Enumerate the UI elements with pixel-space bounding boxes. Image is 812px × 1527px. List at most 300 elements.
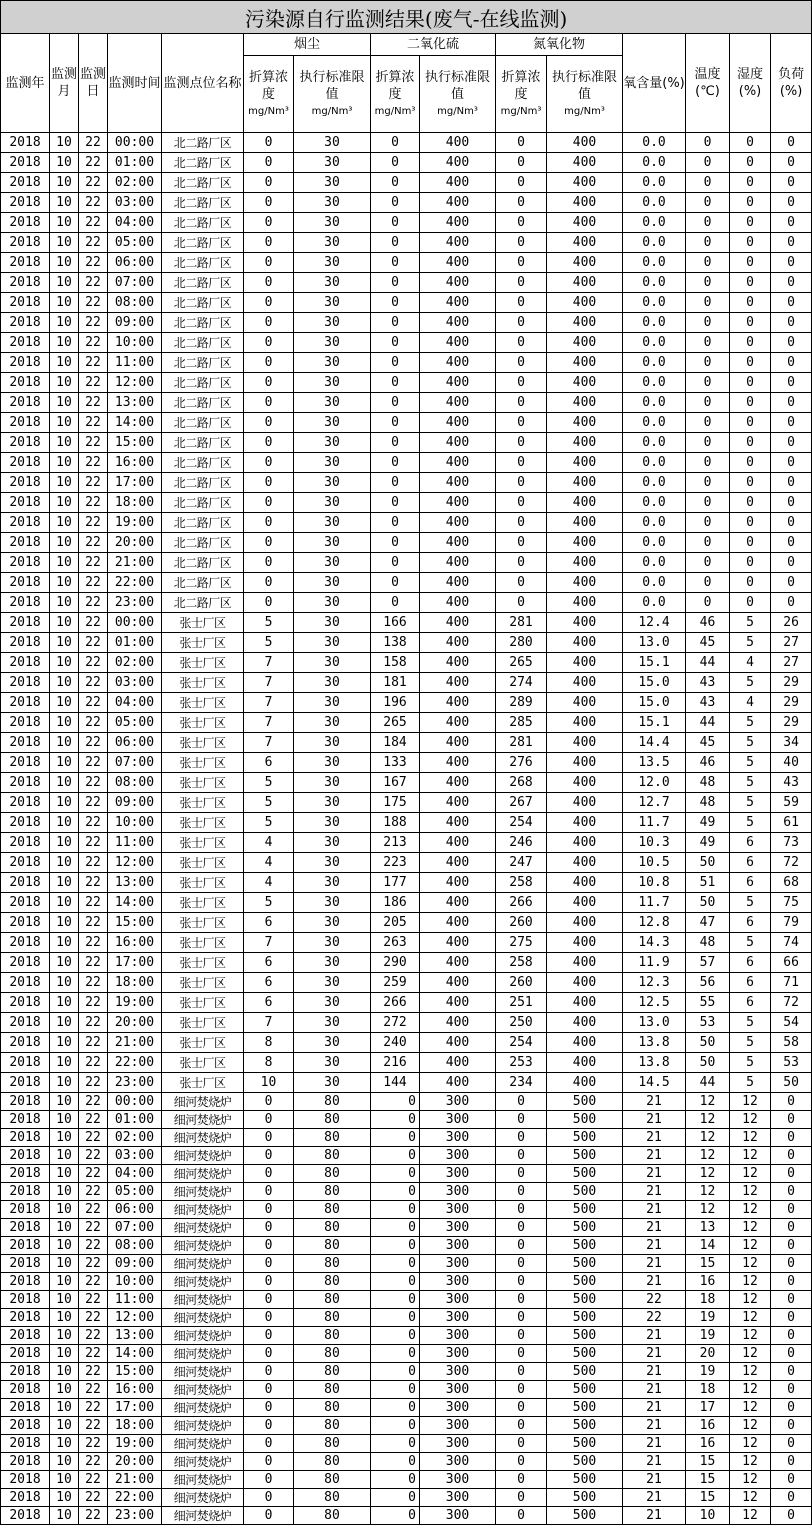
cell-time: 16:00 xyxy=(108,1381,162,1399)
cell-nox-conc: 0 xyxy=(496,1327,547,1345)
cell-month: 10 xyxy=(50,873,79,893)
header-time: 监测时间 xyxy=(108,34,162,133)
cell-load: 0 xyxy=(771,553,812,573)
cell-humidity: 0 xyxy=(730,293,771,313)
table-row xyxy=(1,1309,812,1327)
cell-year: 2018 xyxy=(1,433,50,453)
cell-year: 2018 xyxy=(1,1363,50,1381)
cell-year: 2018 xyxy=(1,213,50,233)
cell-dust-limit: 30 xyxy=(294,313,371,333)
cell-so2-limit: 300 xyxy=(420,1327,496,1345)
cell-day: 22 xyxy=(79,613,108,633)
cell-dust-conc: 8 xyxy=(244,1053,294,1073)
cell-so2-limit: 300 xyxy=(420,1183,496,1201)
cell-so2-limit: 400 xyxy=(420,313,496,333)
cell-humidity: 6 xyxy=(730,833,771,853)
unit-label: mg/Nm³ xyxy=(500,105,542,117)
cell-so2-conc: 0 xyxy=(371,193,420,213)
cell-year: 2018 xyxy=(1,353,50,373)
cell-year: 2018 xyxy=(1,653,50,673)
cell-dust-limit: 30 xyxy=(294,613,371,633)
cell-time: 03:00 xyxy=(108,1147,162,1165)
cell-location: 张士厂区 xyxy=(162,733,244,753)
cell-humidity: 5 xyxy=(730,933,771,953)
table-row xyxy=(1,393,812,413)
cell-day: 22 xyxy=(79,313,108,333)
cell-oxygen: 0.0 xyxy=(623,593,686,613)
unit-label: mg/Nm³ xyxy=(564,105,605,117)
cell-so2-conc: 138 xyxy=(371,633,420,653)
cell-nox-conc: 260 xyxy=(496,973,547,993)
cell-oxygen: 11.7 xyxy=(623,813,686,833)
cell-month: 10 xyxy=(50,1033,79,1053)
cell-month: 10 xyxy=(50,933,79,953)
cell-month: 10 xyxy=(50,313,79,333)
table-row xyxy=(1,813,812,833)
cell-year: 2018 xyxy=(1,193,50,213)
cell-time: 16:00 xyxy=(108,453,162,473)
cell-so2-limit: 300 xyxy=(420,1417,496,1435)
cell-dust-limit: 30 xyxy=(294,473,371,493)
cell-nox-conc: 0 xyxy=(496,493,547,513)
cell-so2-conc: 0 xyxy=(371,513,420,533)
cell-oxygen: 21 xyxy=(623,1471,686,1489)
cell-so2-limit: 400 xyxy=(420,793,496,813)
cell-temp: 12 xyxy=(686,1165,730,1183)
cell-so2-limit: 400 xyxy=(420,273,496,293)
cell-temp: 0 xyxy=(686,553,730,573)
cell-dust-limit: 30 xyxy=(294,873,371,893)
cell-nox-limit: 400 xyxy=(547,513,623,533)
table-row xyxy=(1,1363,812,1381)
cell-temp: 46 xyxy=(686,613,730,633)
cell-month: 10 xyxy=(50,133,79,153)
cell-so2-conc: 0 xyxy=(371,1309,420,1327)
cell-dust-conc: 0 xyxy=(244,1237,294,1255)
cell-humidity: 12 xyxy=(730,1165,771,1183)
cell-load: 73 xyxy=(771,833,812,853)
cell-load: 59 xyxy=(771,793,812,813)
header-humidity: 湿度(%) xyxy=(730,34,771,133)
cell-nox-limit: 400 xyxy=(547,853,623,873)
cell-so2-conc: 0 xyxy=(371,173,420,193)
cell-temp: 0 xyxy=(686,513,730,533)
cell-humidity: 6 xyxy=(730,973,771,993)
header-nox-limit xyxy=(547,56,623,133)
cell-dust-limit: 80 xyxy=(294,1291,371,1309)
cell-month: 10 xyxy=(50,1309,79,1327)
cell-day: 22 xyxy=(79,153,108,173)
cell-dust-limit: 30 xyxy=(294,833,371,853)
cell-so2-conc: 0 xyxy=(371,333,420,353)
cell-nox-limit: 400 xyxy=(547,973,623,993)
cell-nox-limit: 400 xyxy=(547,753,623,773)
cell-nox-limit: 400 xyxy=(547,333,623,353)
cell-location: 细河焚烧炉 xyxy=(162,1471,244,1489)
cell-so2-conc: 0 xyxy=(371,373,420,393)
cell-time: 03:00 xyxy=(108,193,162,213)
cell-time: 18:00 xyxy=(108,973,162,993)
cell-humidity: 5 xyxy=(730,1013,771,1033)
cell-so2-limit: 400 xyxy=(420,233,496,253)
cell-time: 23:00 xyxy=(108,1073,162,1093)
cell-location: 北二路厂区 xyxy=(162,233,244,253)
cell-load: 0 xyxy=(771,233,812,253)
cell-humidity: 5 xyxy=(730,633,771,653)
cell-day: 22 xyxy=(79,833,108,853)
cell-temp: 10 xyxy=(686,1507,730,1525)
cell-temp: 0 xyxy=(686,313,730,333)
cell-month: 10 xyxy=(50,153,79,173)
cell-dust-conc: 7 xyxy=(244,693,294,713)
cell-day: 22 xyxy=(79,293,108,313)
cell-dust-conc: 0 xyxy=(244,313,294,333)
cell-so2-conc: 167 xyxy=(371,773,420,793)
cell-dust-limit: 30 xyxy=(294,793,371,813)
cell-oxygen: 0.0 xyxy=(623,153,686,173)
cell-so2-limit: 400 xyxy=(420,913,496,933)
cell-location: 张士厂区 xyxy=(162,1033,244,1053)
header-so2: 二氧化硫 xyxy=(371,34,496,56)
cell-so2-conc: 0 xyxy=(371,1165,420,1183)
cell-load: 0 xyxy=(771,573,812,593)
cell-oxygen: 0.0 xyxy=(623,433,686,453)
table-body xyxy=(1,133,812,1525)
cell-nox-conc: 0 xyxy=(496,1489,547,1507)
cell-day: 22 xyxy=(79,1327,108,1345)
cell-dust-limit: 30 xyxy=(294,593,371,613)
cell-so2-limit: 400 xyxy=(420,753,496,773)
cell-temp: 0 xyxy=(686,353,730,373)
cell-load: 0 xyxy=(771,1237,812,1255)
cell-year: 2018 xyxy=(1,293,50,313)
cell-location: 细河焚烧炉 xyxy=(162,1489,244,1507)
cell-nox-limit: 500 xyxy=(547,1435,623,1453)
cell-nox-conc: 258 xyxy=(496,953,547,973)
cell-so2-conc: 265 xyxy=(371,713,420,733)
cell-time: 00:00 xyxy=(108,133,162,153)
cell-year: 2018 xyxy=(1,913,50,933)
header-dust-limit xyxy=(294,56,371,133)
cell-so2-conc: 0 xyxy=(371,1507,420,1525)
cell-location: 张士厂区 xyxy=(162,993,244,1013)
cell-load: 0 xyxy=(771,473,812,493)
table-row xyxy=(1,513,812,533)
cell-nox-limit: 500 xyxy=(547,1273,623,1291)
cell-time: 20:00 xyxy=(108,1013,162,1033)
limit-label: 执行标准限值 xyxy=(551,69,617,102)
cell-nox-conc: 234 xyxy=(496,1073,547,1093)
limit-label: 执行标准限值 xyxy=(299,69,365,102)
cell-nox-limit: 400 xyxy=(547,433,623,453)
table-row xyxy=(1,1053,812,1073)
cell-time: 22:00 xyxy=(108,573,162,593)
cell-oxygen: 15.1 xyxy=(623,713,686,733)
conc-label: 折算浓度 xyxy=(501,69,541,102)
cell-day: 22 xyxy=(79,853,108,873)
cell-month: 10 xyxy=(50,1471,79,1489)
cell-location: 细河焚烧炉 xyxy=(162,1435,244,1453)
cell-so2-conc: 0 xyxy=(371,1381,420,1399)
cell-dust-limit: 80 xyxy=(294,1453,371,1471)
cell-time: 12:00 xyxy=(108,853,162,873)
cell-humidity: 12 xyxy=(730,1309,771,1327)
cell-month: 10 xyxy=(50,1435,79,1453)
cell-month: 10 xyxy=(50,1255,79,1273)
cell-nox-limit: 400 xyxy=(547,393,623,413)
cell-load: 0 xyxy=(771,1093,812,1111)
cell-nox-conc: 0 xyxy=(496,1237,547,1255)
cell-day: 22 xyxy=(79,973,108,993)
cell-humidity: 0 xyxy=(730,493,771,513)
cell-nox-conc: 0 xyxy=(496,1345,547,1363)
cell-so2-limit: 400 xyxy=(420,333,496,353)
cell-load: 0 xyxy=(771,173,812,193)
cell-month: 10 xyxy=(50,593,79,613)
cell-load: 0 xyxy=(771,513,812,533)
cell-time: 06:00 xyxy=(108,253,162,273)
cell-time: 09:00 xyxy=(108,793,162,813)
cell-day: 22 xyxy=(79,1291,108,1309)
table-row xyxy=(1,693,812,713)
cell-so2-conc: 0 xyxy=(371,1489,420,1507)
cell-dust-conc: 7 xyxy=(244,733,294,753)
cell-year: 2018 xyxy=(1,1013,50,1033)
cell-year: 2018 xyxy=(1,1093,50,1111)
table-row xyxy=(1,1219,812,1237)
cell-temp: 0 xyxy=(686,493,730,513)
table-row xyxy=(1,313,812,333)
cell-so2-conc: 175 xyxy=(371,793,420,813)
cell-dust-limit: 30 xyxy=(294,813,371,833)
cell-location: 细河焚烧炉 xyxy=(162,1309,244,1327)
cell-so2-conc: 0 xyxy=(371,1363,420,1381)
cell-humidity: 12 xyxy=(730,1201,771,1219)
cell-month: 10 xyxy=(50,1093,79,1111)
cell-year: 2018 xyxy=(1,273,50,293)
cell-day: 22 xyxy=(79,893,108,913)
cell-oxygen: 0.0 xyxy=(623,213,686,233)
cell-dust-conc: 0 xyxy=(244,1147,294,1165)
cell-location: 张士厂区 xyxy=(162,953,244,973)
cell-dust-limit: 80 xyxy=(294,1309,371,1327)
cell-nox-limit: 400 xyxy=(547,573,623,593)
cell-time: 08:00 xyxy=(108,1237,162,1255)
cell-nox-limit: 500 xyxy=(547,1219,623,1237)
cell-dust-limit: 80 xyxy=(294,1183,371,1201)
cell-nox-limit: 500 xyxy=(547,1147,623,1165)
cell-temp: 0 xyxy=(686,373,730,393)
cell-so2-conc: 240 xyxy=(371,1033,420,1053)
cell-temp: 0 xyxy=(686,393,730,413)
cell-time: 05:00 xyxy=(108,1183,162,1201)
cell-year: 2018 xyxy=(1,1237,50,1255)
cell-dust-limit: 80 xyxy=(294,1147,371,1165)
cell-so2-limit: 400 xyxy=(420,953,496,973)
cell-day: 22 xyxy=(79,133,108,153)
cell-dust-conc: 0 xyxy=(244,1363,294,1381)
cell-day: 22 xyxy=(79,253,108,273)
cell-dust-limit: 30 xyxy=(294,653,371,673)
cell-year: 2018 xyxy=(1,853,50,873)
cell-dust-conc: 0 xyxy=(244,433,294,453)
cell-temp: 49 xyxy=(686,833,730,853)
cell-time: 18:00 xyxy=(108,493,162,513)
cell-month: 10 xyxy=(50,273,79,293)
cell-oxygen: 21 xyxy=(623,1507,686,1525)
cell-dust-conc: 0 xyxy=(244,1471,294,1489)
cell-dust-conc: 0 xyxy=(244,533,294,553)
cell-so2-limit: 400 xyxy=(420,393,496,413)
cell-so2-conc: 0 xyxy=(371,1147,420,1165)
cell-nox-conc: 0 xyxy=(496,533,547,553)
cell-day: 22 xyxy=(79,173,108,193)
cell-so2-conc: 0 xyxy=(371,1129,420,1147)
cell-nox-limit: 400 xyxy=(547,1053,623,1073)
cell-month: 10 xyxy=(50,473,79,493)
cell-oxygen: 21 xyxy=(623,1345,686,1363)
cell-humidity: 0 xyxy=(730,513,771,533)
limit-label: 执行标准限值 xyxy=(424,69,490,102)
cell-dust-conc: 6 xyxy=(244,973,294,993)
cell-temp: 0 xyxy=(686,453,730,473)
cell-location: 张士厂区 xyxy=(162,1073,244,1093)
cell-load: 0 xyxy=(771,1291,812,1309)
cell-time: 17:00 xyxy=(108,1399,162,1417)
cell-temp: 45 xyxy=(686,633,730,653)
cell-so2-limit: 400 xyxy=(420,573,496,593)
cell-year: 2018 xyxy=(1,1165,50,1183)
cell-dust-conc: 0 xyxy=(244,373,294,393)
cell-so2-conc: 0 xyxy=(371,413,420,433)
cell-load: 72 xyxy=(771,993,812,1013)
cell-nox-limit: 500 xyxy=(547,1309,623,1327)
cell-so2-conc: 0 xyxy=(371,393,420,413)
cell-time: 14:00 xyxy=(108,1345,162,1363)
cell-so2-conc: 0 xyxy=(371,1219,420,1237)
cell-oxygen: 0.0 xyxy=(623,133,686,153)
cell-temp: 12 xyxy=(686,1129,730,1147)
cell-nox-conc: 0 xyxy=(496,1147,547,1165)
cell-humidity: 12 xyxy=(730,1273,771,1291)
cell-nox-limit: 400 xyxy=(547,873,623,893)
cell-oxygen: 21 xyxy=(623,1147,686,1165)
cell-year: 2018 xyxy=(1,1273,50,1291)
cell-so2-limit: 400 xyxy=(420,613,496,633)
cell-humidity: 12 xyxy=(730,1435,771,1453)
cell-so2-conc: 0 xyxy=(371,1093,420,1111)
cell-load: 0 xyxy=(771,533,812,553)
table-row xyxy=(1,833,812,853)
cell-so2-limit: 400 xyxy=(420,653,496,673)
header-dust-conc xyxy=(244,56,294,133)
cell-dust-limit: 30 xyxy=(294,713,371,733)
cell-year: 2018 xyxy=(1,473,50,493)
table-row xyxy=(1,653,812,673)
cell-so2-conc: 181 xyxy=(371,673,420,693)
cell-temp: 12 xyxy=(686,1147,730,1165)
cell-dust-limit: 80 xyxy=(294,1399,371,1417)
cell-load: 0 xyxy=(771,253,812,273)
cell-temp: 0 xyxy=(686,173,730,193)
cell-oxygen: 15.0 xyxy=(623,693,686,713)
cell-dust-conc: 5 xyxy=(244,773,294,793)
cell-so2-conc: 263 xyxy=(371,933,420,953)
cell-year: 2018 xyxy=(1,673,50,693)
table-row xyxy=(1,293,812,313)
cell-nox-conc: 260 xyxy=(496,913,547,933)
cell-humidity: 5 xyxy=(730,1073,771,1093)
cell-load: 0 xyxy=(771,1453,812,1471)
cell-nox-limit: 400 xyxy=(547,473,623,493)
cell-humidity: 0 xyxy=(730,453,771,473)
cell-year: 2018 xyxy=(1,133,50,153)
cell-load: 0 xyxy=(771,393,812,413)
cell-temp: 12 xyxy=(686,1111,730,1129)
cell-nox-limit: 500 xyxy=(547,1183,623,1201)
cell-humidity: 6 xyxy=(730,913,771,933)
cell-year: 2018 xyxy=(1,1435,50,1453)
cell-humidity: 12 xyxy=(730,1093,771,1111)
cell-so2-conc: 290 xyxy=(371,953,420,973)
cell-load: 0 xyxy=(771,1471,812,1489)
cell-year: 2018 xyxy=(1,1073,50,1093)
table-row xyxy=(1,1453,812,1471)
cell-year: 2018 xyxy=(1,973,50,993)
cell-so2-limit: 400 xyxy=(420,253,496,273)
cell-humidity: 5 xyxy=(730,753,771,773)
cell-day: 22 xyxy=(79,1507,108,1525)
cell-temp: 0 xyxy=(686,253,730,273)
cell-dust-limit: 30 xyxy=(294,273,371,293)
cell-so2-limit: 400 xyxy=(420,213,496,233)
cell-load: 0 xyxy=(771,493,812,513)
cell-so2-conc: 272 xyxy=(371,1013,420,1033)
cell-day: 22 xyxy=(79,273,108,293)
cell-month: 10 xyxy=(50,733,79,753)
cell-so2-conc: 184 xyxy=(371,733,420,753)
cell-time: 02:00 xyxy=(108,1129,162,1147)
cell-dust-limit: 30 xyxy=(294,553,371,573)
cell-nox-limit: 400 xyxy=(547,353,623,373)
cell-dust-limit: 80 xyxy=(294,1417,371,1435)
cell-dust-conc: 0 xyxy=(244,413,294,433)
cell-so2-conc: 0 xyxy=(371,253,420,273)
cell-location: 张士厂区 xyxy=(162,813,244,833)
cell-location: 张士厂区 xyxy=(162,653,244,673)
cell-temp: 0 xyxy=(686,473,730,493)
cell-oxygen: 21 xyxy=(623,1273,686,1291)
cell-so2-conc: 186 xyxy=(371,893,420,913)
cell-so2-limit: 400 xyxy=(420,813,496,833)
table-row xyxy=(1,913,812,933)
table-row xyxy=(1,713,812,733)
cell-load: 0 xyxy=(771,1201,812,1219)
cell-oxygen: 0.0 xyxy=(623,233,686,253)
cell-nox-limit: 500 xyxy=(547,1291,623,1309)
cell-nox-conc: 0 xyxy=(496,293,547,313)
cell-load: 0 xyxy=(771,593,812,613)
cell-year: 2018 xyxy=(1,633,50,653)
cell-oxygen: 12.8 xyxy=(623,913,686,933)
cell-oxygen: 10.3 xyxy=(623,833,686,853)
cell-time: 13:00 xyxy=(108,393,162,413)
cell-humidity: 12 xyxy=(730,1255,771,1273)
cell-month: 10 xyxy=(50,1453,79,1471)
cell-nox-conc: 0 xyxy=(496,1309,547,1327)
cell-load: 0 xyxy=(771,1255,812,1273)
header-location: 监测点位名称 xyxy=(162,34,244,133)
